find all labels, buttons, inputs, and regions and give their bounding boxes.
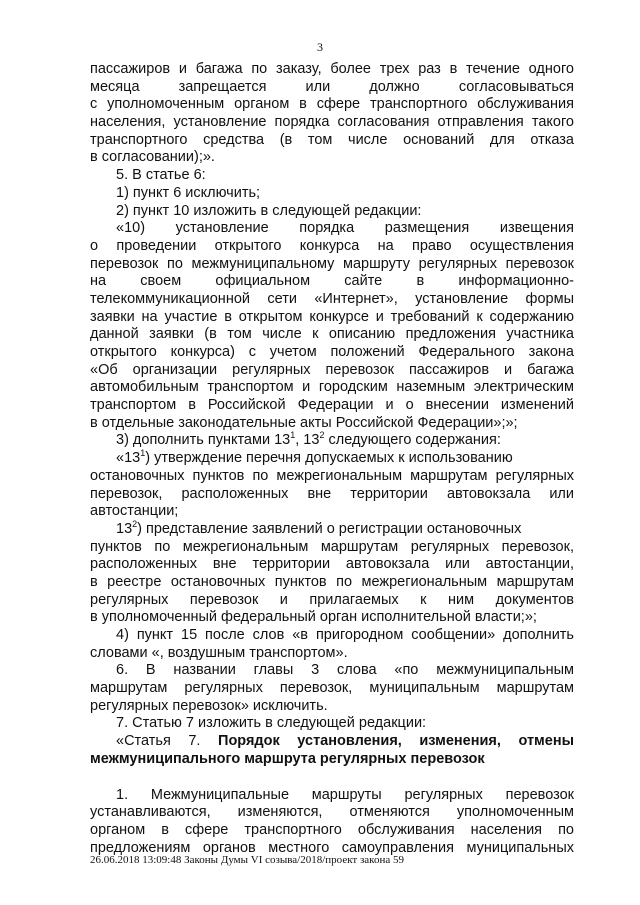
text-line: с уполномоченным органом в сфере транспортного обслуживания — [90, 96, 574, 113]
text-fragment: ) представление заявлений о регистрации остановочных — [137, 520, 522, 537]
text-line: 4) пункт 15 после слов «в пригородном сообщении» дополнить — [116, 627, 574, 643]
article-label: «Статья 7. — [116, 733, 219, 750]
text-line — [90, 518, 574, 539]
text-fragment: следующего содержания: — [324, 432, 501, 449]
text-line: органом в сфере транспортного обслуживания населения по — [90, 821, 574, 838]
text-line: открытого конкурса) с учетом положений Федерального закона — [90, 344, 574, 360]
footer-info: 26.06.2018 13:09:48 Законы Думы VI созыва/2018/проект закона 59 — [90, 854, 404, 866]
text-line: месяца запрещается или должно согласовываться — [90, 78, 574, 95]
article-heading — [90, 733, 574, 751]
text-line: транспортного средства (в том числе оснований для отказа — [90, 131, 574, 148]
text-line: 7. Статью 7 изложить в следующей редакции: — [116, 715, 427, 732]
text-line: 1) пункт 6 исключить; — [116, 184, 261, 201]
text-line: предложениям органов местного самоуправления муниципальных — [90, 839, 574, 856]
text-line: 1. Межмуниципальные маршруты регулярных перевозок — [116, 786, 574, 803]
text-line: регулярных перевозок» исключить. — [90, 697, 328, 714]
text-line: «10) установление порядка размещения извещения — [116, 220, 574, 237]
article-title-cont: межмуниципального маршрута регулярных перевозок — [90, 750, 485, 767]
text-line: в реестре остановочных пунктов по межрегиональным маршрутам — [90, 573, 574, 590]
text-line: 2) пункт 10 изложить в следующей редакции: — [116, 202, 422, 219]
text-fragment: ) утверждение перечня допускаемых к использованию — [145, 450, 513, 467]
text-line: в уполномоченный федеральный орган исполнительной власти;»; — [90, 609, 537, 626]
text-line: автомобильным транспортом и городским наземным электрическим — [90, 379, 574, 396]
text-line: заявки на участие в открытом конкурсе и требований к содержанию — [90, 308, 574, 325]
superscript: 2 — [132, 518, 138, 529]
article-title: Порядок установления, изменения, отмены — [218, 733, 574, 750]
text-line: в согласовании);». — [90, 149, 215, 166]
text-line: устанавливаются, изменяются, отменяются уполномоченным — [90, 804, 574, 821]
text-line: на своем официальном сайте в информационно- — [90, 273, 574, 290]
text-line: автостанции; — [90, 503, 179, 520]
text-line: пунктов по межрегиональным маршрутам регулярных перевозок, — [90, 538, 574, 555]
text-line: маршрутам регулярных перевозок, муниципальным маршрутам — [90, 680, 574, 697]
text-line: словами «, воздушным транспортом». — [90, 644, 348, 661]
text-fragment: 13 — [116, 520, 133, 537]
superscript: 1 — [290, 430, 296, 441]
text-line: о проведении открытого конкурса на право осуществления — [90, 237, 574, 254]
text-line: телекоммуникационной сети «Интернет», установление формы — [90, 290, 574, 307]
text-line: 6. В названии главы 3 слова «по межмуниципальным — [116, 662, 574, 679]
text-fragment: , 13 — [295, 432, 320, 449]
page-number: 3 — [317, 40, 323, 54]
text-line: перевозок по межмуниципальному маршруту регулярных перевозок — [90, 255, 574, 272]
superscript: 1 — [140, 448, 146, 459]
text-fragment: 3) дополнить пунктами 13 — [116, 432, 291, 449]
text-line: остановочных пунктов по межрегиональным маршрутам регулярных — [90, 467, 574, 484]
text-fragment: «13 — [116, 450, 141, 467]
text-line: перевозок, расположенных вне территории автовокзала или — [90, 485, 574, 502]
text-line: 5. В статье 6: — [116, 167, 206, 184]
document-body — [90, 61, 574, 857]
superscript: 2 — [319, 430, 325, 441]
text-line: расположенных вне территории автовокзала или автостанции, — [90, 556, 574, 573]
text-line — [90, 450, 574, 468]
text-line: транспортом в Российской Федерации и о внесении изменений — [90, 397, 574, 414]
text-line: населения, установление порядка согласования отправления такого — [90, 114, 574, 131]
text-line — [90, 432, 574, 450]
text-line: регулярных перевозок и прилагаемых к ним документов — [90, 591, 574, 608]
text-line: данной заявки (в том числе к описанию предложения участника — [90, 326, 574, 343]
text-line: в отдельные законодательные акты Российской Федерации»;»; — [90, 414, 518, 431]
text-line: пассажиров и багажа по заказу, более трех раз в течение одного — [90, 61, 574, 77]
text-line: «Об организации регулярных перевозок пассажиров и багажа — [90, 361, 574, 378]
